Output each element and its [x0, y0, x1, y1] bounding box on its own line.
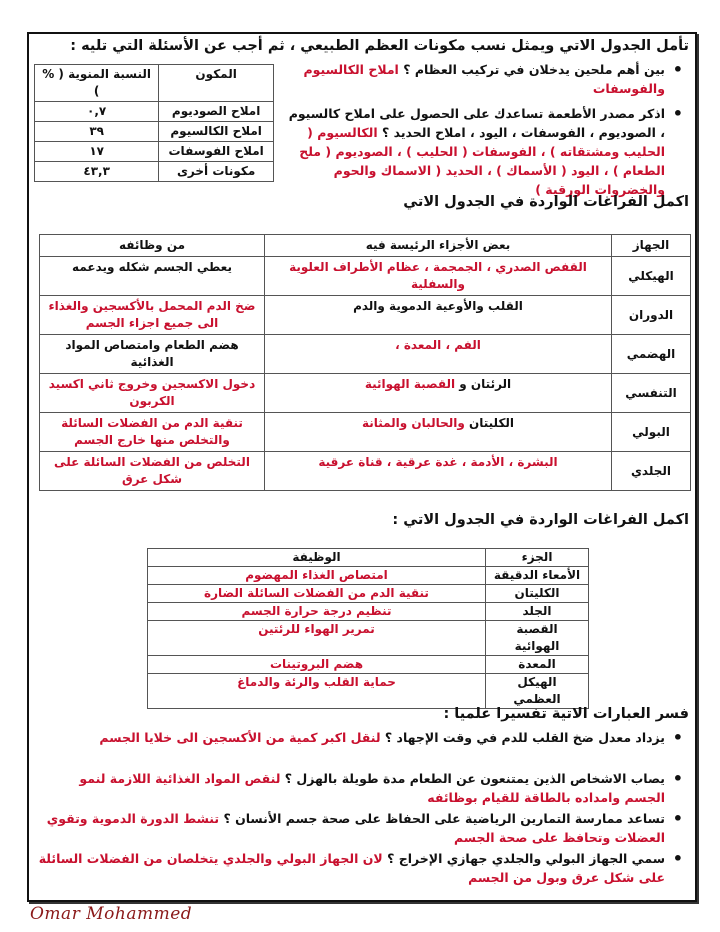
organ-function-table: [147, 548, 589, 709]
question-text: بين أهم ملحين يدخلان في تركيب العظام ؟: [403, 62, 665, 77]
question-text: سمي الجهاز البولي والجلدي جهازي الإخراج ؟: [387, 851, 665, 866]
section3-heading: اكمل الفراغات الواردة في الجدول الاتي :: [392, 512, 689, 528]
section2-heading: اكمل الفراغات الواردة في الجدول الاتي: [403, 194, 689, 210]
table-row: [148, 656, 589, 674]
answer-text: لان الجهاز البولي والجلدي يتخلصان من الفضلات السائلة على شكل عرق وبول من الجسم: [38, 851, 665, 885]
question-text: تساعد ممارسة التمارين الرياضية على الحفاظ على صحة جسم الأنسان ؟: [223, 811, 665, 826]
organ-cell: المعدة: [486, 656, 589, 674]
organ-cell: الأمعاء الدقيقة: [486, 567, 589, 585]
table-header: الجزء: [486, 549, 589, 567]
bone-composition-table: [34, 64, 274, 182]
system-cell: الهيكلي: [612, 257, 691, 296]
table-row: [35, 142, 274, 162]
table-row: [40, 374, 691, 413]
parts-given: الكليتان: [469, 416, 515, 430]
explanation-item: [37, 809, 687, 847]
table-cell: مكونات أخرى: [159, 162, 274, 182]
system-cell: التنفسي: [612, 374, 691, 413]
table-row: [35, 102, 274, 122]
table-cell: ٠,٧: [35, 102, 159, 122]
answer-text: املاح الكالسيوم والفوسفات: [303, 62, 665, 96]
organ-cell: الهيكل العظمي: [486, 674, 589, 709]
table-row: [148, 585, 589, 603]
table-header: المكون: [159, 65, 274, 102]
table-row: [148, 621, 589, 656]
author-signature: Omar Mohammed: [30, 904, 193, 924]
system-cell: الجلدي: [612, 452, 691, 491]
function-cell: هضم البروتينات: [148, 656, 486, 674]
explanation-item: [37, 728, 687, 747]
table-cell: ٤٣,٣: [35, 162, 159, 182]
function-cell: التخلص من الفضلات السائلة على شكل عرق: [40, 452, 265, 491]
parts-cell: الفم ، المعدة ،: [265, 335, 612, 374]
table-row: [148, 603, 589, 621]
question-item: [287, 104, 687, 199]
function-cell: تمرير الهواء للرئتين: [148, 621, 486, 656]
table-cell: ٣٩: [35, 122, 159, 142]
body-systems-table: [39, 234, 691, 491]
section1-heading: تأمل الجدول الاتي ويمثل نسب مكونات العظم الطبيعي ، ثم أجب عن الأسئلة التي تليه :: [70, 38, 689, 54]
function-cell: ضخ الدم المحمل بالأكسجين والغذاء الى جميع اجزاء الجسم: [40, 296, 265, 335]
question-text: يصاب الاشخاص الذين يمتنعون عن الطعام مدة طويلة بالهزل ؟: [284, 771, 665, 786]
function-cell: هضم الطعام وامتصاص المواد الغذائية: [40, 335, 265, 374]
function-cell: تنقية الدم من الفضلات السائلة الضارة: [148, 585, 486, 603]
system-cell: الدوران: [612, 296, 691, 335]
answer-text: الكالسيوم ( الحليب ومشتقاته ) ، الفوسفات ( الحليب ) ، الصوديوم ( ملح الطعام ) ، اليود ( الأسماك ) ، الحديد ( الاسماك والحوم والخضروات الورقية ): [299, 125, 665, 197]
table-row: [40, 452, 691, 491]
table-header: الجهاز: [612, 235, 691, 257]
organ-cell: الجلد: [486, 603, 589, 621]
parts-cell: البشرة ، الأدمة ، غدة عرقية ، قناة عرقية: [265, 452, 612, 491]
worksheet-frame: [27, 32, 697, 902]
table-cell: املاح الصوديوم: [159, 102, 274, 122]
table-header: بعض الأجزاء الرئيسة فيه: [265, 235, 612, 257]
parts-cell: [265, 413, 612, 452]
question-item: [287, 60, 687, 98]
system-cell: الهضمي: [612, 335, 691, 374]
table-row: [40, 413, 691, 452]
function-cell: دخول الاكسجين وخروج ثاني اكسيد الكربون: [40, 374, 265, 413]
answer-text: لنقل اكبر كمية من الأكسجين الى خلايا الجسم: [99, 730, 381, 745]
system-cell: البولي: [612, 413, 691, 452]
question-text: اذكر مصدر الأطعمة تساعدك على الحصول على املاح كالسيوم ، الصوديوم ، الفوسفات ، اليود ، املاح الحديد ؟: [288, 106, 665, 140]
table-row: [148, 674, 589, 709]
table-cell: ١٧: [35, 142, 159, 162]
explanation-item: [37, 769, 687, 807]
function-cell: امتصاص الغذاء المهضوم: [148, 567, 486, 585]
answer-text: تنشط الدورة الدموية وتقوي العضلات وتحافظ على صحة الجسم: [46, 811, 665, 845]
table-cell: املاح الفوسفات: [159, 142, 274, 162]
function-cell: تنظيم درجة حرارة الجسم: [148, 603, 486, 621]
explanations-list: [37, 728, 687, 887]
parts-cell: القفص الصدري ، الجمجمة ، عظام الأطراف العلوية والسفلية: [265, 257, 612, 296]
table-row: [35, 122, 274, 142]
parts-cell: القلب والأوعية الدموية والدم: [265, 296, 612, 335]
explanation-item: [37, 849, 687, 887]
table-row: [40, 335, 691, 374]
table-header: الوظيفة: [148, 549, 486, 567]
parts-cell: [265, 374, 612, 413]
question-text: يزداد معدل ضخ القلب للدم في وقت الإجهاد ؟: [384, 730, 665, 745]
parts-given: الرئتان و: [459, 377, 512, 391]
table-row: [148, 567, 589, 585]
organ-cell: القصبة الهوائية: [486, 621, 589, 656]
answer-text: لنقص المواد الغذائية اللازمة لنمو الجسم وامداده بالطاقة للقيام بوظائفه: [79, 771, 665, 805]
section4-heading: فسر العبارات الاتية تفسيرا علميا :: [443, 706, 689, 722]
table-row: [35, 162, 274, 182]
organ-cell: الكليتان: [486, 585, 589, 603]
table-header: من وظائفه: [40, 235, 265, 257]
parts-answer: والحالبان والمثانة: [361, 416, 465, 430]
table-row: [40, 296, 691, 335]
function-cell: يعطي الجسم شكله ويدعمه: [40, 257, 265, 296]
table-row: [40, 257, 691, 296]
parts-answer: القصبة الهوائية: [364, 377, 456, 391]
function-cell: حماية القلب والرئة والدماغ: [148, 674, 486, 709]
table-header: النسبة المنوية ( % ): [35, 65, 159, 102]
section1-questions: [287, 60, 687, 199]
table-cell: املاح الكالسيوم: [159, 122, 274, 142]
function-cell: تنقية الدم من الفضلات السائلة والتخلص منها خارج الجسم: [40, 413, 265, 452]
